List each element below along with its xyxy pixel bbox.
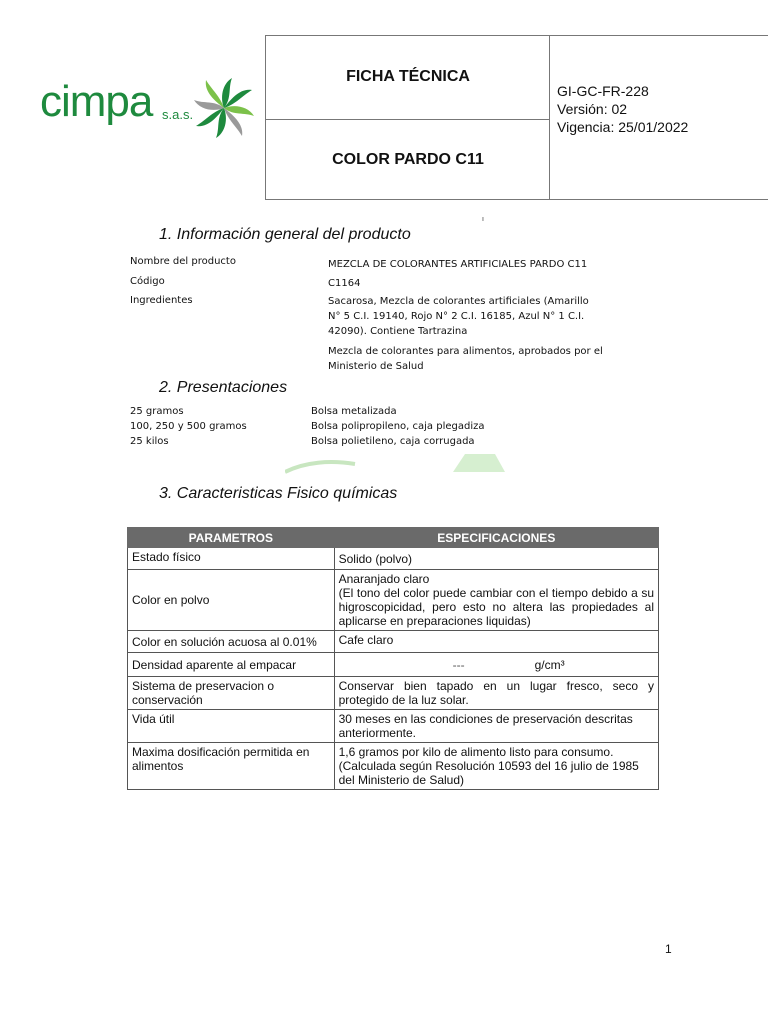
ingredients-value: Sacarosa, Mezcla de colorantes artificiales (Amarillo N° 5 C.I. 19140, Rojo N° 2 C.I. 16185, Azul N° 1 C.I. 42090). Contiene Tartrazina (328, 296, 589, 337)
stray-mark: ı (482, 215, 484, 223)
product-code-value: C1164 (328, 278, 361, 289)
pinwheel-logo-icon (192, 76, 256, 140)
table-row (128, 548, 659, 570)
ingredients-label: Ingredientes (130, 295, 193, 306)
section-1-heading: 1. Información general del producto (159, 226, 411, 243)
physicochemical-table (127, 527, 659, 790)
column-header-parameters: PARAMETROS (128, 528, 335, 548)
company-logo (40, 76, 260, 142)
parameter-cell: Maxima dosificación permitida en alimentos (128, 743, 335, 790)
density-value: --- (452, 657, 465, 672)
column-header-specifications: ESPECIFICACIONES (334, 528, 658, 548)
parameter-cell: Color en solución acuosa al 0.01% (128, 631, 335, 653)
presentation-packaging: Bolsa polipropileno, caja plegadiza (311, 421, 485, 432)
document-meta (557, 82, 688, 136)
header-title-cell (266, 36, 550, 199)
watermark-fragment (285, 454, 510, 474)
presentation-quantity: 25 kilos (130, 436, 169, 447)
parameter-cell: Vida útil (128, 710, 335, 743)
product-name-label: Nombre del producto (130, 256, 236, 267)
section-3-heading: 3. Caracteristicas Fisico químicas (159, 485, 398, 502)
approval-note: Mezcla de colorantes para alimentos, aprobados por el Ministerio de Salud (328, 346, 603, 372)
presentation-quantity: 100, 250 y 500 gramos (130, 421, 247, 432)
density-unit: g/cm³ (534, 657, 565, 672)
logo-wordmark: cimpa (40, 77, 153, 126)
specification-cell: Conservar bien tapado en un lugar fresco, seco y protegido de la luz solar. (334, 677, 658, 710)
header-divider (266, 119, 550, 120)
parameter-cell: Sistema de preservacion o conservación (128, 677, 335, 710)
document-version: Versión: 02 (557, 101, 628, 117)
document-header (265, 35, 768, 200)
table-row (128, 653, 659, 677)
specification-cell (334, 653, 658, 677)
table-row (128, 743, 659, 790)
page-number: 1 (665, 942, 672, 956)
document-code: GI-GC-FR-228 (557, 83, 649, 99)
section-2-heading: 2. Presentaciones (159, 379, 288, 396)
document-validity: Vigencia: 25/01/2022 (557, 119, 689, 135)
specification-cell: Cafe claro (334, 631, 658, 653)
specification-cell: 1,6 gramos por kilo de alimento listo para consumo. (Calculada según Resolución 10593 del 16 julio de 1985 del Ministerio de Salud) (334, 743, 658, 790)
table-header-row (128, 528, 659, 548)
document-title: FICHA TÉCNICA (346, 68, 470, 85)
document-subtitle: COLOR PARDO C11 (332, 151, 484, 168)
logo-sas-suffix: s.a.s. (162, 107, 194, 122)
specification-main: Anaranjado claro (338, 572, 430, 586)
parameter-cell: Color en polvo (128, 570, 335, 631)
presentation-packaging: Bolsa polietileno, caja corrugada (311, 436, 475, 447)
table-row (128, 677, 659, 710)
product-name-value: MEZCLA DE COLORANTES ARTIFICIALES PARDO C11 (328, 259, 588, 270)
product-code-label: Código (130, 276, 165, 287)
specification-cell: Solido (polvo) (334, 548, 658, 570)
specification-cell: 30 meses en las condiciones de preservación descritas anteriormente. (334, 710, 658, 743)
presentation-packaging: Bolsa metalizada (311, 406, 397, 417)
presentation-quantity: 25 gramos (130, 406, 184, 417)
table-row (128, 631, 659, 653)
table-row (128, 570, 659, 631)
parameter-cell: Densidad aparente al empacar (128, 653, 335, 677)
specification-detail: (El tono del color puede cambiar con el tiempo debido a su higroscopicidad, pero esto no altera las propiedades al aplicarse en preparaciones liquidas) (338, 586, 654, 628)
table-row (128, 710, 659, 743)
specification-cell (334, 570, 658, 631)
parameter-cell: Estado físico (128, 548, 335, 570)
